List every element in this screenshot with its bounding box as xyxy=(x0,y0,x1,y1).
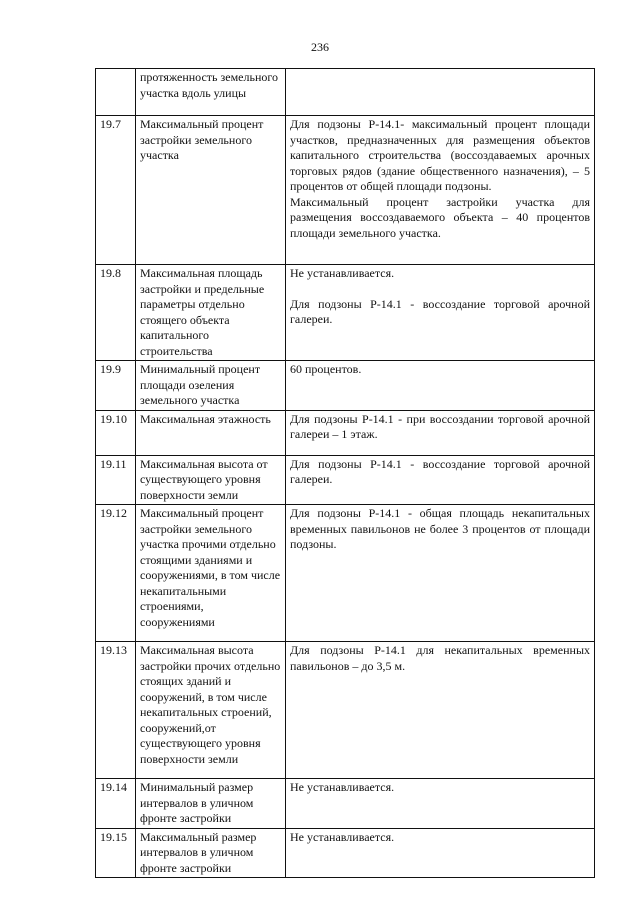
value-paragraph: Для подзоны Р-14.1- максимальный процент площади участков, предназначенных для размещения объектов капитального строительства (воссоздаваемых арочных торговых рядов (здание общественного назначения), – 5 процентов от общей площади подзоны. xyxy=(290,117,590,193)
parameter-name: Максимальная высота застройки прочих отдельно стоящих зданий и сооружений, в том числе некапитальных строений, сооружений,от существующего уровня поверхности земли xyxy=(136,642,286,779)
regulations-table xyxy=(95,68,595,878)
table-row xyxy=(96,779,595,829)
row-number xyxy=(96,69,136,116)
row-number: 19.11 xyxy=(96,455,136,505)
value-paragraph: Не устанавливается. xyxy=(290,829,395,844)
value-paragraph: Не устанавливается. xyxy=(290,266,395,280)
value-paragraph: Для подзоны Р-14.1 для некапитальных временных павильонов – до 3,5 м. xyxy=(290,643,590,673)
paragraph-gap xyxy=(290,282,590,297)
value-paragraph: Не устанавливается. xyxy=(290,780,395,794)
value-paragraph: 60 процентов. xyxy=(290,362,362,376)
row-number: 19.9 xyxy=(96,361,136,411)
parameter-value xyxy=(286,265,595,361)
value-paragraph: Для подзоны Р-14.1 - общая площадь некапитальных временных павильонов не более 3 процентов от площади подзоны. xyxy=(290,506,590,551)
row-number: 19.14 xyxy=(96,779,136,829)
parameter-name: Минимальный размер интервалов в уличном фронте застройки xyxy=(136,779,286,829)
row-number: 19.15 xyxy=(96,828,136,878)
page-number: 236 xyxy=(311,40,329,54)
parameter-value xyxy=(286,410,595,455)
parameter-name: Максимальный процент застройки земельного участка прочими отдельно стоящими зданиями и сооружениями, в том числе некапитальными строениями, сооружениями xyxy=(136,505,286,642)
parameter-name: Максимальная этажность xyxy=(136,410,286,455)
parameter-name: Минимальный процент площади озеления земельного участка xyxy=(136,361,286,411)
table-row xyxy=(96,642,595,779)
row-number: 19.8 xyxy=(96,265,136,361)
table-row xyxy=(96,69,595,116)
table-row xyxy=(96,505,595,642)
value-paragraph: Для подзоны Р-14.1 - при воссоздании торговой арочной галереи – 1 этаж. xyxy=(290,411,590,441)
parameter-value xyxy=(286,505,595,642)
row-number: 19.12 xyxy=(96,505,136,642)
table-row xyxy=(96,410,595,455)
parameter-name: Максимальная площадь застройки и предельные параметры отдельно стоящего объекта капитального строительства xyxy=(136,265,286,361)
row-number: 19.13 xyxy=(96,642,136,779)
regulations-table-body xyxy=(96,69,595,878)
parameter-value xyxy=(286,779,595,829)
value-paragraph: Для подзоны Р-14.1 - воссоздание торговой арочной галереи. xyxy=(290,456,590,486)
parameter-value xyxy=(286,642,595,779)
parameter-value xyxy=(286,828,595,878)
value-paragraph: Для подзоны Р-14.1 - воссоздание торговой арочной галереи. xyxy=(290,296,590,326)
parameter-value xyxy=(286,69,595,116)
row-number: 19.10 xyxy=(96,410,136,455)
table-row xyxy=(96,116,595,265)
table-row xyxy=(96,455,595,505)
table-row xyxy=(96,265,595,361)
parameter-value xyxy=(286,116,595,265)
parameter-name: Максимальный процент застройки земельного участка xyxy=(136,116,286,265)
value-paragraph: Максимальный процент застройки участка для размещения воссоздаваемого объекта – 40 процентов площади земельного участка. xyxy=(290,194,590,240)
parameter-name: Максимальная высота от существующего уровня поверхности земли xyxy=(136,455,286,505)
parameter-name: Максимальный размер интервалов в уличном фронте застройки xyxy=(136,828,286,878)
table-row xyxy=(96,361,595,411)
table-row xyxy=(96,828,595,878)
row-number: 19.7 xyxy=(96,116,136,265)
parameter-name: протяженность земельного участка вдоль улицы xyxy=(136,69,286,116)
parameter-value xyxy=(286,361,595,411)
parameter-value xyxy=(286,455,595,505)
